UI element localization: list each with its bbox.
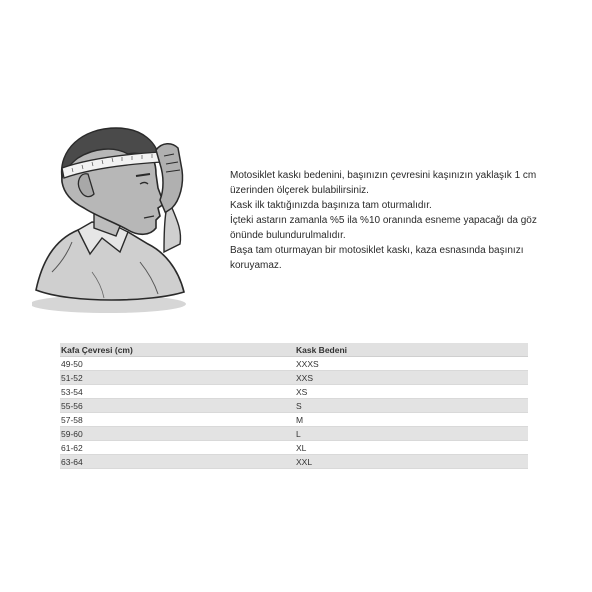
- size-table: [60, 343, 528, 469]
- head-circumference-cell: 51-52: [60, 371, 295, 385]
- table-row: [60, 357, 528, 371]
- table-row: [60, 385, 528, 399]
- instruction-measure: Motosiklet kaskı bedenini, başınızın çevresini kaşınızın yaklaşık 1 cm üzerinden ölçerek bulabilirsiniz.: [230, 170, 537, 196]
- head-circumference-cell: 57-58: [60, 413, 295, 427]
- header-helmet-size: Kask Bedeni: [295, 343, 528, 357]
- table-row: [60, 455, 528, 469]
- head-circumference-cell: 49-50: [60, 357, 295, 371]
- helmet-size-cell: XXS: [295, 371, 528, 385]
- helmet-size-cell: L: [295, 427, 528, 441]
- head-circumference-cell: 55-56: [60, 399, 295, 413]
- table-row: [60, 399, 528, 413]
- table-row: [60, 441, 528, 455]
- header-head-circumference: Kafa Çevresi (cm): [60, 343, 295, 357]
- helmet-size-cell: XXXS: [295, 357, 528, 371]
- table-row: [60, 371, 528, 385]
- helmet-size-cell: S: [295, 399, 528, 413]
- helmet-size-cell: XL: [295, 441, 528, 455]
- head-circumference-cell: 53-54: [60, 385, 295, 399]
- head-measurement-illustration: [32, 112, 204, 318]
- table-row: [60, 427, 528, 441]
- size-table-header: [60, 343, 528, 357]
- head-circumference-cell: 61-62: [60, 441, 295, 455]
- instruction-safety: Başa tam oturmayan bir motosiklet kaskı, kaza esnasında başınızı koruyamaz.: [230, 245, 524, 271]
- head-circumference-cell: 59-60: [60, 427, 295, 441]
- helmet-size-cell: XS: [295, 385, 528, 399]
- helmet-size-cell: XXL: [295, 455, 528, 469]
- instruction-fit: Kask ilk taktığınızda başınıza tam oturmalıdır.: [230, 200, 432, 211]
- table-row: [60, 413, 528, 427]
- sizing-instructions: [230, 168, 560, 273]
- instruction-liner-stretch: İçteki astarın zamanla %5 ila %10 oranında esneme yapacağı da göz önünde bulundurulmalıdır.: [230, 215, 537, 241]
- helmet-size-cell: M: [295, 413, 528, 427]
- head-circumference-cell: 63-64: [60, 455, 295, 469]
